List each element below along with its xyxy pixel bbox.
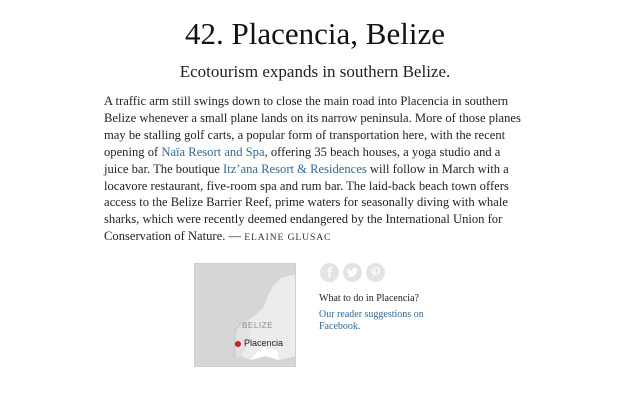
share-buttons xyxy=(320,263,385,282)
facebook-icon xyxy=(325,267,334,278)
facebook-share-button[interactable] xyxy=(320,263,339,282)
body-text-part: A traffic arm still swings down to close the main road into Placencia in southern Belize whenever a small plane lands on its narrow peninsula. More of those planes may be stalling golf carts, a popular form of transportation here, with the recent opening of xyxy=(104,94,521,159)
locator-map xyxy=(194,263,296,367)
pinterest-icon xyxy=(371,267,380,278)
naia-resort-link[interactable]: Naïa Resort and Spa xyxy=(161,144,265,159)
reader-suggestions xyxy=(319,293,449,334)
sidebar-question: What to do in Placencia? xyxy=(319,293,419,304)
map-city-label: Placencia xyxy=(244,338,284,348)
facebook-suggestions-link[interactable]: Our reader suggestions on Facebook. xyxy=(319,308,424,332)
twitter-icon xyxy=(347,268,358,277)
map-country-label: BELIZE xyxy=(242,321,274,330)
placencia-marker-dot xyxy=(235,341,241,347)
body-text-part: will follow in March with a locavore restaurant, five-room spa and rum bar. The laid-back beach town offers access to the Belize Barrier Reef, prime waters for seasonally diving with whale sharks, which were recently deemed endangered by the International Union for Conservation of Nature. — xyxy=(104,161,509,244)
pinterest-share-button[interactable] xyxy=(366,263,385,282)
body-text-part: , offering 35 beach houses, a yoga studio and a juice bar. The boutique xyxy=(104,144,501,176)
map-land-shapes xyxy=(195,264,296,367)
itzana-resort-link[interactable]: Itz’ana Resort & Residences xyxy=(223,161,367,176)
byline: ELAINE GLUSAC xyxy=(244,232,332,244)
article-body xyxy=(104,93,524,247)
twitter-share-button[interactable] xyxy=(343,263,362,282)
article-headline: 42. Placencia, Belize xyxy=(185,16,445,51)
article-dek: Ecotourism expands in southern Belize. xyxy=(179,62,451,81)
